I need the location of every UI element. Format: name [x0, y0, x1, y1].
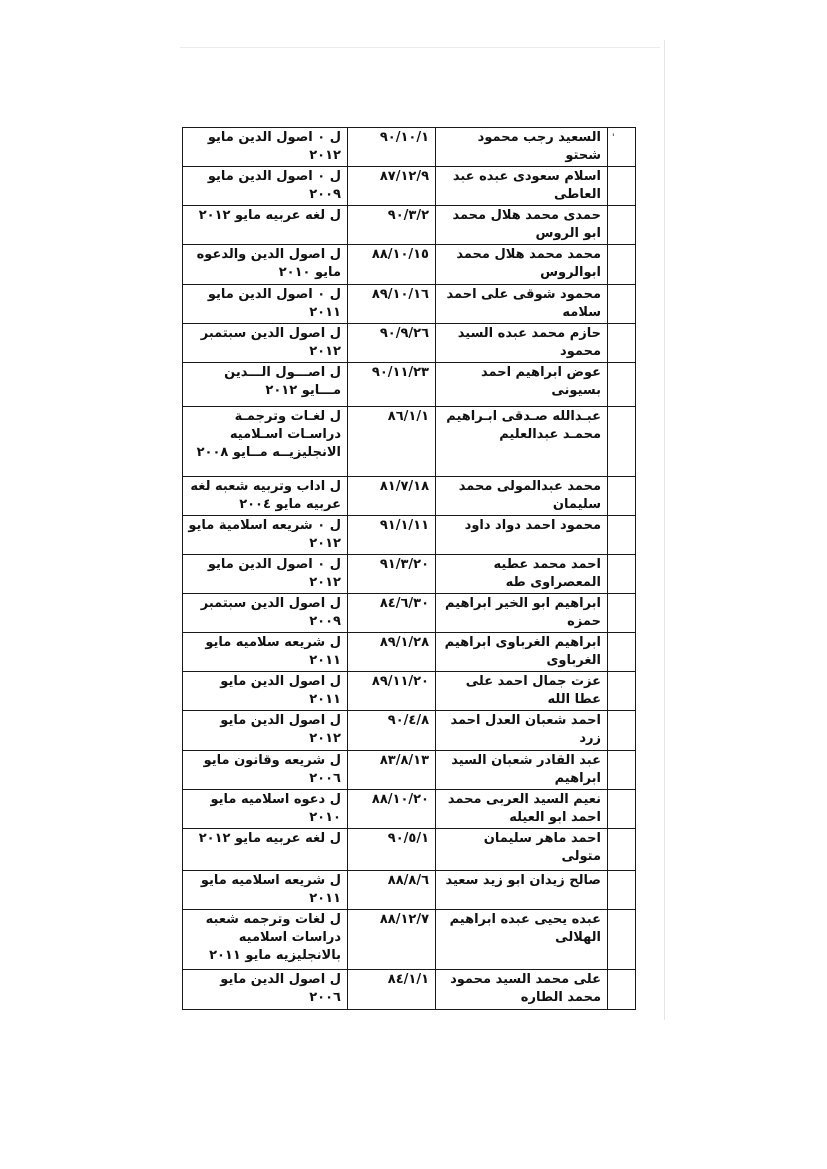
name-cell: احمد شعبان العدل احمد زرد [436, 711, 608, 751]
qualification-cell: ل اصول الدين مايو ٢٠١١ [183, 672, 348, 711]
name-cell: صالح زيدان ابو زيد سعيد [436, 871, 608, 910]
qualification-cell: ل ٠ اصول الدين مايو ٢٠٠٩ [183, 167, 348, 206]
index-cell [608, 790, 636, 829]
qualification-cell: ل اصول الدين سبتمبر ٢٠١٢ [183, 324, 348, 363]
birth-date-cell: ٨٤/٦/٣٠ [348, 594, 436, 633]
birth-date-cell: ٩٠/٥/١ [348, 829, 436, 871]
birth-date-cell: ٨٩/١/٢٨ [348, 633, 436, 672]
qualification-cell: ل لغـات وترجمـة دراسـات اسـلاميه الانجليزيــه مــايو ٢٠٠٨ [183, 407, 348, 477]
birth-date-cell: ٩٠/٣/٢ [348, 206, 436, 245]
table-row [183, 167, 636, 206]
table-row [183, 407, 636, 477]
birth-date-cell: ٨٣/٨/١٣ [348, 751, 436, 790]
index-cell [608, 970, 636, 1010]
name-cell: عبد القادر شعبان السيد ابراهيم [436, 751, 608, 790]
qualification-cell: ل اصول الدين والدعوه مايو ٢٠١٠ [183, 245, 348, 285]
table-row [183, 555, 636, 594]
qualification-cell: ل لغات وترجمه شعبه دراسات اسلاميه بالانجليزيه مايو ٢٠١١ [183, 910, 348, 970]
table-row [183, 285, 636, 324]
index-cell [608, 594, 636, 633]
index-cell [608, 206, 636, 245]
birth-date-cell: ٨٤/١/١ [348, 970, 436, 1010]
birth-date-cell: ٩٠/١٠/١ [348, 128, 436, 167]
birth-date-cell: ٨٨/١٠/٢٠ [348, 790, 436, 829]
birth-date-cell: ٨٩/١٠/١٦ [348, 285, 436, 324]
table-row [183, 363, 636, 407]
name-cell: السعيد رجب محمود شحتو [436, 128, 608, 167]
table-row [183, 970, 636, 1010]
graduates-table-body [183, 128, 636, 1010]
table-row [183, 245, 636, 285]
table-row [183, 128, 636, 167]
qualification-cell: ل لغه عربيه مايو ٢٠١٢ [183, 829, 348, 871]
birth-date-cell: ٨٦/١/١ [348, 407, 436, 477]
index-cell [608, 407, 636, 477]
index-cell [608, 167, 636, 206]
name-cell: احمد ماهر سليمان متولى [436, 829, 608, 871]
birth-date-cell: ٨١/٧/١٨ [348, 477, 436, 516]
index-cell [608, 910, 636, 970]
qualification-cell: ل اداب وتربيه شعبه لغه عربيه مايو ٢٠٠٤ [183, 477, 348, 516]
qualification-cell: ل ٠ اصول الدين مايو ٢٠١١ [183, 285, 348, 324]
qualification-cell: ل اصول الدين سبتمبر ٢٠٠٩ [183, 594, 348, 633]
table-row [183, 910, 636, 970]
table-row [183, 790, 636, 829]
name-cell: ابراهيم ابو الخير ابراهيم حمزه [436, 594, 608, 633]
qualification-cell: ل اصول الدين مايو ٢٠٠٦ [183, 970, 348, 1010]
name-cell: ابراهيم الغرباوى ابراهيم الغرباوى [436, 633, 608, 672]
table-row [183, 829, 636, 871]
table-row [183, 633, 636, 672]
table-row [183, 477, 636, 516]
index-cell [608, 324, 636, 363]
birth-date-cell: ٩٠/٤/٨ [348, 711, 436, 751]
name-cell: عوض ابراهيم احمد بسيونى [436, 363, 608, 407]
table-row [183, 206, 636, 245]
table-row [183, 324, 636, 363]
index-cell [608, 128, 636, 167]
index-cell [608, 555, 636, 594]
birth-date-cell: ٨٩/١١/٢٠ [348, 672, 436, 711]
birth-date-cell: ٨٨/١٢/٧ [348, 910, 436, 970]
name-cell: عزت جمال احمد على عطا الله [436, 672, 608, 711]
qualification-cell: ل لغه عربيه مايو ٢٠١٢ [183, 206, 348, 245]
index-cell [608, 285, 636, 324]
birth-date-cell: ٩٠/٩/٢٦ [348, 324, 436, 363]
table-row [183, 672, 636, 711]
name-cell: عبده يحيى عبده ابراهيم الهلالى [436, 910, 608, 970]
qualification-cell: ل ٠ اصول الدين مايو ٢٠١٢ [183, 128, 348, 167]
scan-edge-right [664, 40, 665, 1020]
index-cell [608, 633, 636, 672]
name-cell: على محمد السيد محمود محمد الطاره [436, 970, 608, 1010]
index-cell [608, 751, 636, 790]
qualification-cell: ل ٠ شريعه اسلامية مايو ٢٠١٢ [183, 516, 348, 555]
birth-date-cell: ٨٨/١٠/١٥ [348, 245, 436, 285]
qualification-cell: ل اصول الدين مايو ٢٠١٢ [183, 711, 348, 751]
table-row [183, 871, 636, 910]
name-cell: حمدى محمد هلال محمد ابو الروس [436, 206, 608, 245]
name-cell: نعيم السيد العربى محمد احمد ابو العيله [436, 790, 608, 829]
name-cell: محمد عبدالمولى محمد سليمان [436, 477, 608, 516]
table-row [183, 711, 636, 751]
index-cell [608, 829, 636, 871]
birth-date-cell: ٩١/٣/٢٠ [348, 555, 436, 594]
name-cell: حازم محمد عبده السيد محمود [436, 324, 608, 363]
birth-date-cell: ٩١/١/١١ [348, 516, 436, 555]
table-row [183, 516, 636, 555]
name-cell: احمد محمد عطيه المعصراوى طه [436, 555, 608, 594]
name-cell: محمد محمد هلال محمد ابوالروس [436, 245, 608, 285]
name-cell: محمود شوقى على احمد سلامه [436, 285, 608, 324]
row-marker: ' [612, 133, 615, 143]
index-cell [608, 245, 636, 285]
index-cell [608, 363, 636, 407]
qualification-cell: ل شريعه وقانون مايو ٢٠٠٦ [183, 751, 348, 790]
qualification-cell: ل شريعه سلاميه مايو ٢٠١١ [183, 633, 348, 672]
birth-date-cell: ٨٨/٨/٦ [348, 871, 436, 910]
index-cell [608, 711, 636, 751]
scan-edge-top [180, 47, 660, 48]
index-cell [608, 516, 636, 555]
table-row [183, 751, 636, 790]
name-cell: محمود احمد دواد داود [436, 516, 608, 555]
birth-date-cell: ٩٠/١١/٢٣ [348, 363, 436, 407]
birth-date-cell: ٨٧/١٢/٩ [348, 167, 436, 206]
index-cell [608, 672, 636, 711]
index-cell [608, 477, 636, 516]
qualification-cell: ل ٠ اصول الدين مايو ٢٠١٢ [183, 555, 348, 594]
qualification-cell: ل دعوه اسلاميه مايو ٢٠١٠ [183, 790, 348, 829]
graduates-table [182, 127, 636, 1010]
qualification-cell: ل شريعه اسلاميه مايو ٢٠١١ [183, 871, 348, 910]
qualification-cell: ل اصـــول الـــدين مـــايو ٢٠١٢ [183, 363, 348, 407]
name-cell: اسلام سعودى عبده عبد العاطى [436, 167, 608, 206]
name-cell: عبـدالله صـدقى ابـراهيم محمـد عبدالعليم [436, 407, 608, 477]
index-cell [608, 871, 636, 910]
table-row [183, 594, 636, 633]
